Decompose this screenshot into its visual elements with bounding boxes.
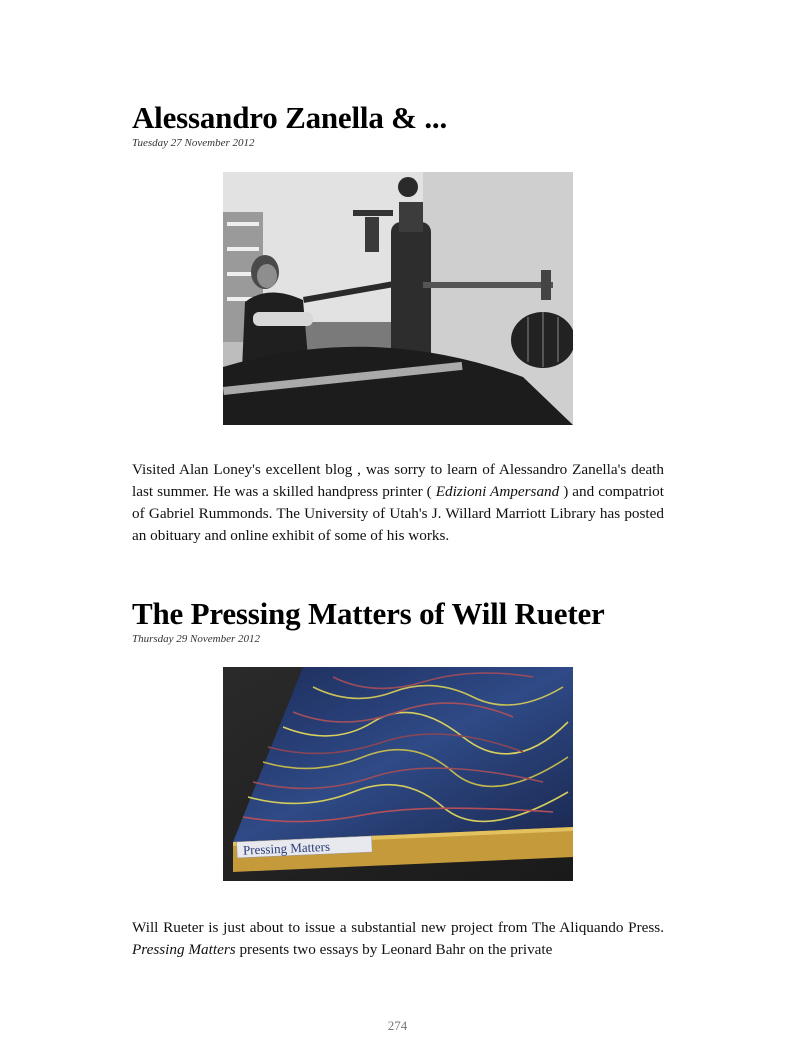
paragraph-text-1: Will Rueter is just about to issue a substantial new project from The Aliquando Press. — [132, 919, 664, 936]
post-title: The Pressing Matters of Will Rueter — [132, 596, 605, 631]
paragraph-text-2: ) and compatriot of Gabriel Rummonds. The University of Utah's J. Willard Marriott Library has posted an obituary and online exhibit of some of his works. — [132, 483, 664, 544]
post-paragraph — [132, 917, 664, 961]
post-date: Tuesday 27 November 2012 — [132, 137, 255, 149]
post-1 — [132, 100, 664, 150]
spine-label: Pressing Matters — [242, 838, 331, 858]
paragraph-text-1: Visited Alan Loney's excellent blog , was sorry to learn of Alessandro Zanella's death last summer. He was a skilled handpress printer ( — [132, 461, 664, 500]
post-image-book — [223, 667, 573, 881]
post-date: Thursday 29 November 2012 — [132, 633, 261, 645]
handpress-photo — [223, 172, 573, 425]
page-number: 274 — [387, 1018, 408, 1033]
emphasis-edizioni-ampersand: Edizioni Ampersand — [435, 483, 560, 500]
post-2 — [132, 596, 664, 646]
post-2-body — [132, 917, 664, 961]
paragraph-text-2: presents two essays by Leonard Bahr on the private — [235, 941, 553, 958]
post-paragraph — [132, 459, 664, 547]
emphasis-pressing-matters: Pressing Matters — [132, 941, 236, 958]
post-image-handpress — [223, 172, 573, 425]
marbled-book-photo — [223, 667, 573, 881]
post-1-body — [132, 459, 664, 547]
post-title: Alessandro Zanella & ... — [132, 100, 447, 135]
